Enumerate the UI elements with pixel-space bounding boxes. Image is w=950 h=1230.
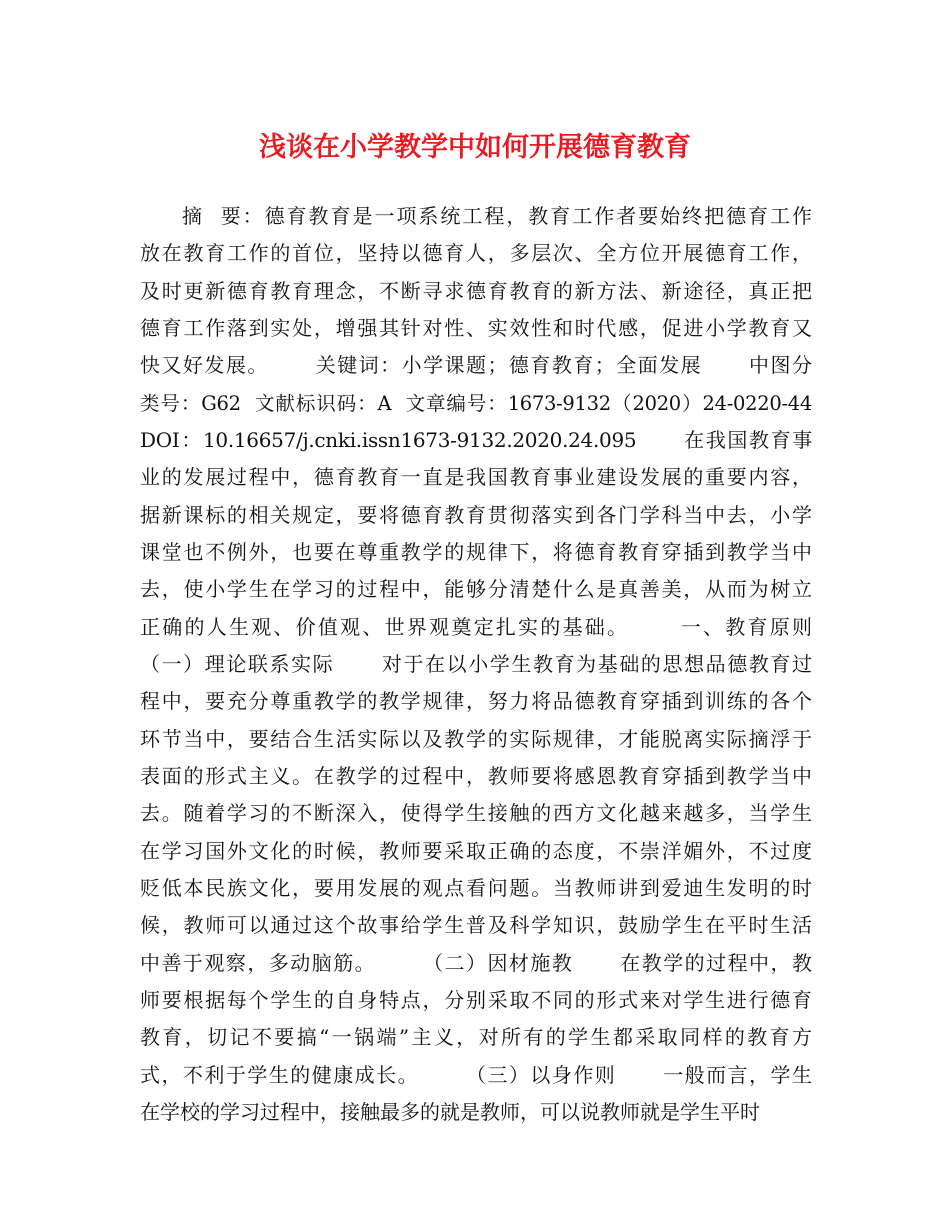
body-line: DOI：10.16657/j.cnki.issn1673-9132.2020.24.095 在我国教育事 [140, 427, 812, 452]
body-line: 教育，切记不要搞“一锅端”主义，对所有的学生都采取同样的教育方 [140, 1025, 812, 1050]
body-line: 师要根据每个学生的自身特点，分别采取不同的形式来对学生进行德育 [140, 987, 812, 1012]
body-line: 候，教师可以通过这个故事给学生普及科学知识，鼓励学生在平时生活 [140, 913, 812, 938]
body-line: 类号：G62 文献标识码：A 文章编号：1673-9132（2020）24-0220-44 [140, 391, 812, 415]
body-line: 快又好发展。 关键词：小学课题；德育教育；全面发展 中图分 [140, 353, 812, 378]
body-line: 环节当中，要结合生活实际以及教学的实际规律，才能脱离实际摘浮于 [140, 726, 812, 751]
body-line: 去，使小学生在学习的过程中，能够分清楚什么是真善美，从而为树立 [140, 577, 812, 602]
body-line: 业的发展过程中，德育教育一直是我国教育事业建设发展的重要内容， [140, 465, 812, 490]
body-line: 中善于观察，多动脑筋。 （二）因材施教 在教学的过程中，教 [140, 950, 812, 975]
body-line: 放在教育工作的首位，坚持以德育人，多层次、全方位开展德育工作， [140, 241, 812, 266]
body-line: 德育工作落到实处，增强其针对性、实效性和时代感，促进小学教育又 [140, 315, 812, 340]
body-line: 去。随着学习的不断深入，使得学生接触的西方文化越来越多，当学生 [140, 801, 812, 826]
body-line: 表面的形式主义。在教学的过程中，教师要将感恩教育穿插到教学当中 [140, 763, 812, 788]
document-body [140, 198, 812, 1131]
body-line: 正确的人生观、价值观、世界观奠定扎实的基础。 一、教育原则 [140, 614, 812, 639]
body-line: 在学习国外文化的时候，教师要采取正确的态度，不崇洋媚外，不过度 [140, 838, 812, 863]
body-line: 在学校的学习过程中，接触最多的就是教师，可以说教师就是学生平时 [140, 1099, 760, 1124]
body-line: 课堂也不例外，也要在尊重教学的规律下，将德育教育穿插到教学当中 [140, 539, 812, 564]
body-line: 贬低本民族文化，要用发展的观点看问题。当教师讲到爱迪生发明的时 [140, 875, 812, 900]
body-line: 据新课标的相关规定，要将德育教育贯彻落实到各门学科当中去，小学 [140, 502, 812, 527]
body-line: （一）理论联系实际 对于在以小学生教育为基础的思想品德教育过 [140, 651, 812, 676]
body-line: 及时更新德育教育理念，不断寻求德育教育的新方法、新途径，真正把 [140, 278, 812, 303]
body-line: 式，不利于学生的健康成长。 （三）以身作则 一般而言，学生 [140, 1062, 812, 1087]
body-line: 程中，要充分尊重教学的教学规律，努力将品德教育穿插到训练的各个 [140, 689, 812, 714]
document-title: 浅谈在小学教学中如何开展德育教育 [259, 132, 691, 163]
body-line: 摘 要：德育教育是一项系统工程，教育工作者要始终把德育工作 [182, 204, 812, 228]
